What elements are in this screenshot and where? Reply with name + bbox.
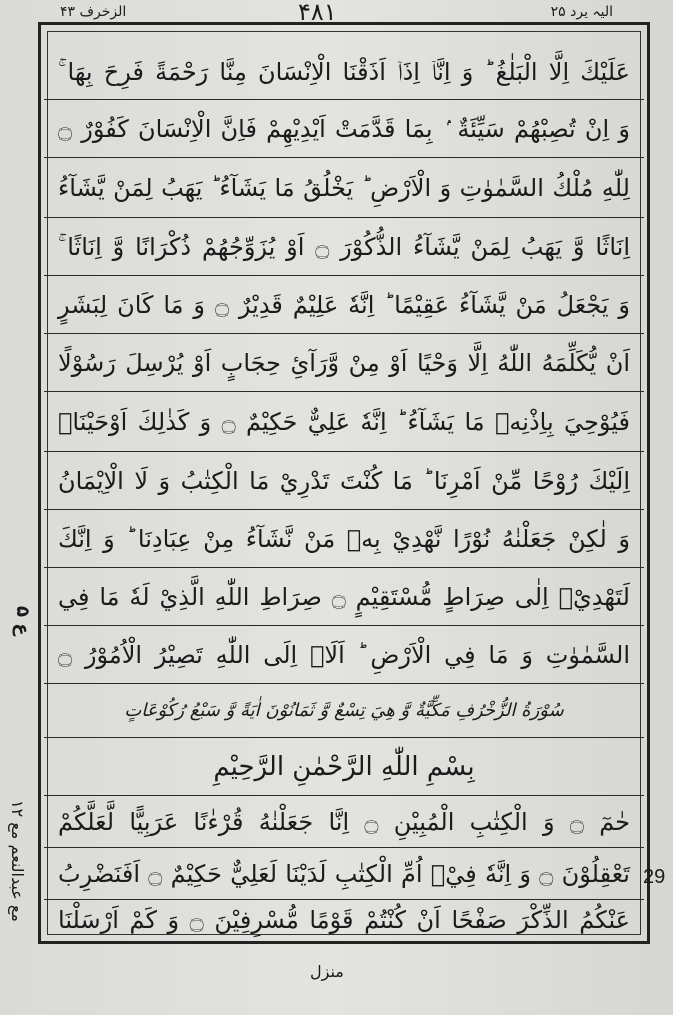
verse-line-13: تَعْقِلُوْنَ ۝ وَ اِنَّهٗ فِيْۤ اُمِّ الْكِتٰبِ لَدَيْنَا لَعَلِيٌّ حَكِيْمٌ ۝ اَفَنَضْرِبُ	[44, 848, 644, 900]
surah-header: سُوْرَةُ الزُّخْرُفِ مَكِّيَّةٌ وَّ هِيَ تِسْعٌ وَّ ثَمَانُوْنَ اٰيَةً وَّ سَبْعُ رُكُوْعَاتٍ	[44, 684, 644, 738]
bismillah: بِسْمِ اللّٰهِ الرَّحْمٰنِ الرَّحِيْمِ	[44, 738, 644, 796]
ruku-marker: ع ۵	[12, 606, 33, 636]
verse-line-10: لَتَهْدِيْۤ اِلٰى صِرَاطٍ مُّسْتَقِيْمٍ ۝ صِرَاطِ اللّٰهِ الَّذِيْ لَهٗ مَا فِي	[44, 568, 644, 626]
verse-line-5: وَ يَجْعَلُ مَنْ يَّشَآءُ عَقِيْمًا ؕ اِنَّهٗ عَلِيْمٌ قَدِيْرٌ ۝ وَ مَا كَانَ لِبَشَرٍ	[44, 276, 644, 334]
margin-note: مع عبدالنعم مع ۱۲	[8, 800, 27, 922]
verse-line-12: حٰمٓ ۝ وَ الْكِتٰبِ الْمُبِيْنِ ۝ اِنَّا جَعَلْنٰهُ قُرْءٰنًا عَرَبِيًّا لَّعَلَّكُمْ	[44, 796, 644, 848]
header-page-number: ۴۸۱	[298, 0, 337, 26]
scan-page-number: 29	[643, 866, 666, 888]
header-juz-name: الیہ یرد ۲۵	[550, 4, 613, 20]
verse-line-14: عَنْكُمُ الذِّكْرَ صَفْحًا اَنْ كُنْتُمْ قَوْمًا مُّسْرِفِيْنَ ۝ وَ كَمْ اَرْسَلْنَا	[58, 906, 631, 934]
manzil-footer: منزل	[310, 962, 344, 981]
verse-line-8: اِلَيْكَ رُوْحًا مِّنْ اَمْرِنَا ؕ مَا كُنْتَ تَدْرِيْ مَا الْكِتٰبُ وَ لَا الْاِيْمَانُ	[44, 452, 644, 510]
verse-line-11: السَّمٰوٰتِ وَ مَا فِي الْاَرْضِ ؕ اَلَاۤ اِلَى اللّٰهِ تَصِيْرُ الْاُمُوْرُ ۝	[44, 626, 644, 684]
verse-line-2: وَ اِنْ تُصِبْهُمْ سَيِّئَةٌ ۢ بِمَا قَدَّمَتْ اَيْدِيْهِمْ فَاِنَّ الْاِنْسَانَ كَفُوْرٌ ۝	[44, 100, 644, 158]
verse-line-4: اِنَاثًا وَّ يَهَبُ لِمَنْ يَّشَآءُ الذُّكُوْرَ ۝ اَوْ يُزَوِّجُهُمْ ذُكْرَانًا وَّ اِنَاثًا ۚ	[44, 218, 644, 276]
verse-line-9: وَ لٰكِنْ جَعَلْنٰهُ نُوْرًا نَّهْدِيْ بِهٖ مَنْ نَّشَآءُ مِنْ عِبَادِنَا ؕ وَ اِنَّكَ	[44, 510, 644, 568]
verse-line-6: اَنْ يُّكَلِّمَهُ اللّٰهُ اِلَّا وَحْيًا اَوْ مِنْ وَّرَآئِ حِجَابٍ اَوْ يُرْسِلَ رَسُوْلًا	[44, 334, 644, 392]
verse-line-1: عَلَيْكَ اِلَّا الْبَلٰغُ ؕ وَ اِنَّاۤ اِذَاۤ اَذَقْنَا الْاِنْسَانَ مِنَّا رَحْمَةً فَرِحَ بِهَا ۚ	[44, 44, 644, 100]
header-surah-name: الزخرف ۴۳	[60, 4, 127, 20]
verse-line-7: فَيُوْحِيَ بِاِذْنِهٖ مَا يَشَآءُ ؕ اِنَّهٗ عَلِيٌّ حَكِيْمٌ ۝ وَ كَذٰلِكَ اَوْحَيْنَاۤ	[44, 392, 644, 452]
verse-line-3: لِلّٰهِ مُلْكُ السَّمٰوٰتِ وَ الْاَرْضِ ؕ يَخْلُقُ مَا يَشَآءُ ؕ يَهَبُ لِمَنْ يَّشَآءُ	[44, 158, 644, 218]
